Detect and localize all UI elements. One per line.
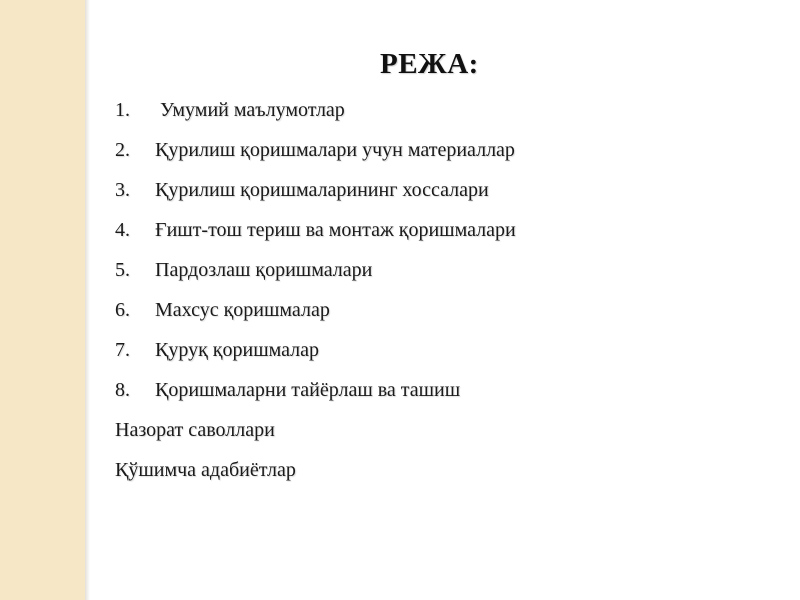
decorative-side-bar	[0, 0, 85, 600]
item-text: Ғишт-тош териш ва монтаж қоришмалари	[155, 219, 516, 241]
item-text: Умумий маълумотлар	[155, 99, 345, 121]
item-number: 6.	[115, 299, 130, 321]
item-text: Махсус қоришмалар	[155, 299, 330, 321]
outline-item-2	[115, 132, 516, 172]
outline-item-8	[115, 372, 516, 412]
outline-item-3	[115, 172, 516, 212]
outline-item-5	[115, 252, 516, 292]
item-text: Пардозлаш қоришмалари	[155, 259, 373, 281]
outline-list	[115, 92, 516, 492]
item-text: Қуруқ қоришмалар	[155, 339, 320, 361]
item-text: Қурилиш қоришмаларининг хоссалари	[155, 179, 489, 201]
outline-item-4	[115, 212, 516, 252]
outline-item-6	[115, 292, 516, 332]
outline-item-1	[115, 92, 516, 132]
review-questions-item: Назорат саволлари	[115, 419, 275, 441]
item-text: Қоришмаларни тайёрлаш ва ташиш	[155, 379, 461, 401]
outline-item-7	[115, 332, 516, 372]
item-number: 4.	[115, 219, 130, 241]
item-number: 5.	[115, 259, 130, 281]
item-text: Қурилиш қоришмалари учун материаллар	[155, 139, 515, 161]
item-number: 1.	[115, 99, 130, 121]
slide-title: РЕЖА:	[380, 48, 479, 80]
item-number: 8.	[115, 379, 130, 401]
item-number: 3.	[115, 179, 130, 201]
side-bar-shadow	[85, 0, 90, 600]
item-number: 2.	[115, 139, 130, 161]
item-number: 7.	[115, 339, 130, 361]
additional-literature-item: Қўшимча адабиётлар	[115, 459, 296, 481]
